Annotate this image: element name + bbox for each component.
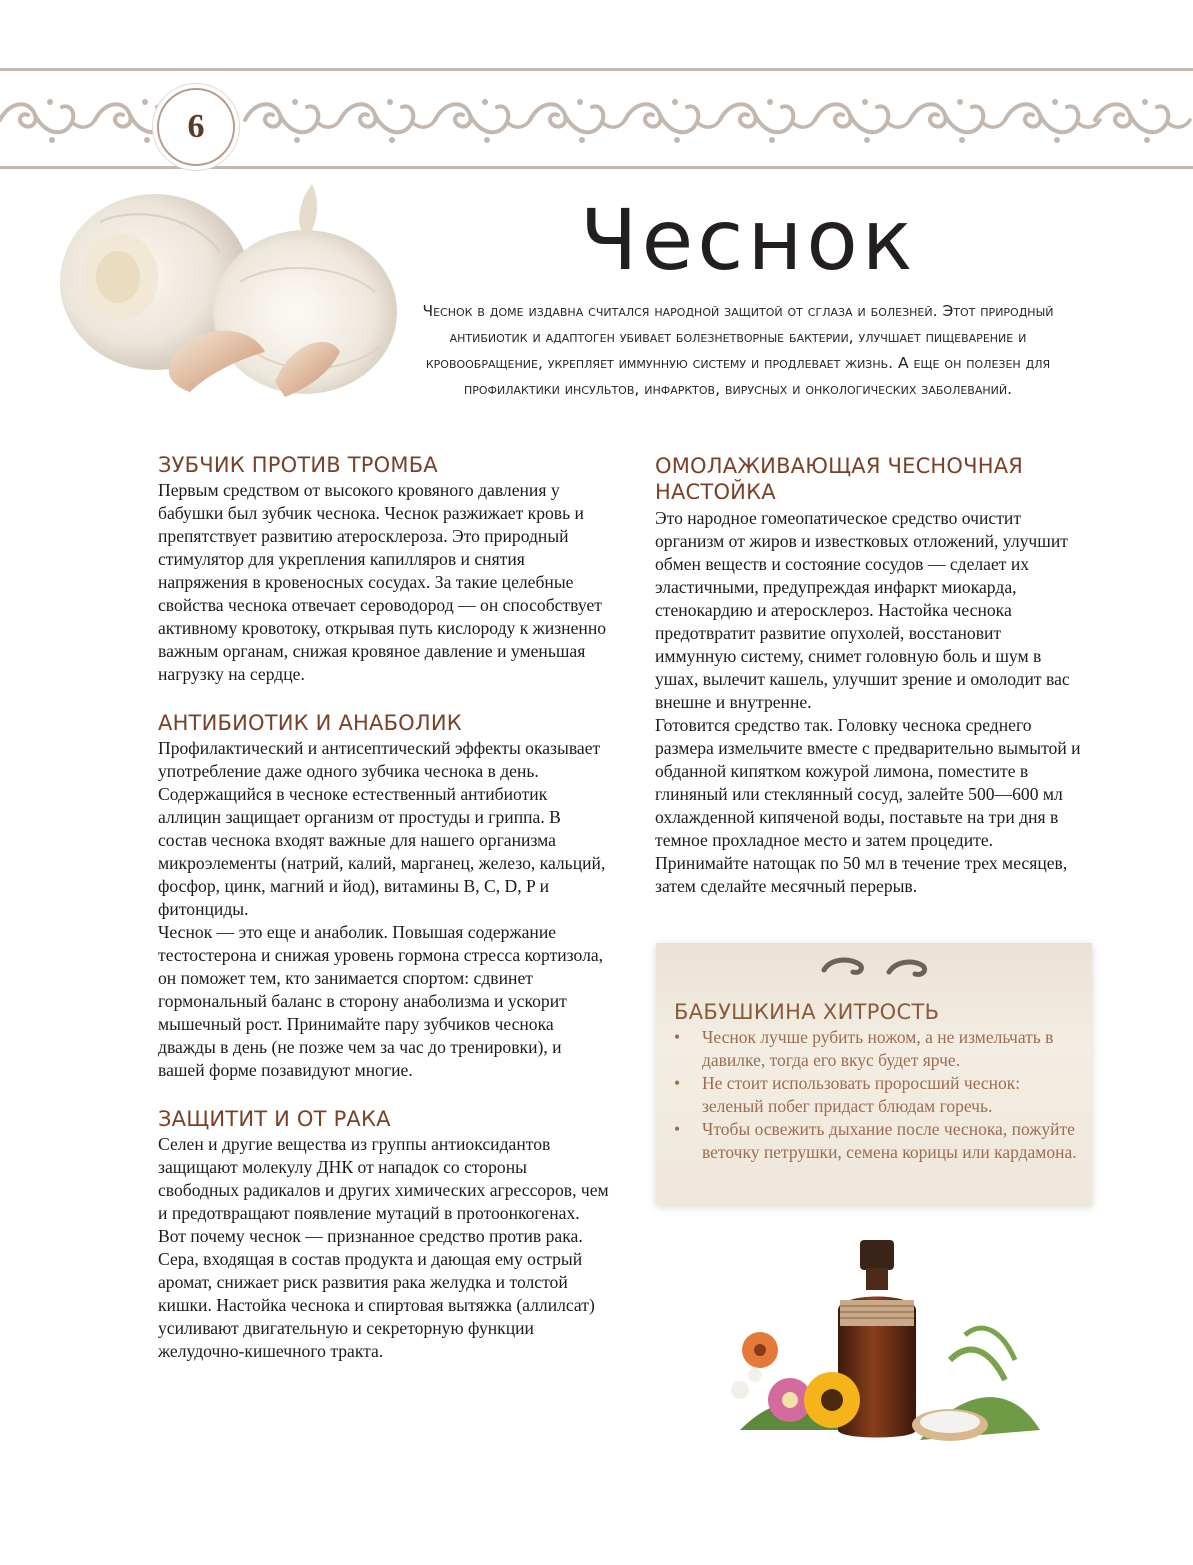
section-heading: ЗУБЧИК ПРОТИВ ТРОМБА bbox=[158, 453, 438, 477]
section-tincture bbox=[655, 453, 1085, 898]
section-cancer bbox=[158, 1107, 610, 1363]
section-heading-line2: НАСТОЙКА bbox=[655, 480, 776, 504]
tip-heading: БАБУШКИНА ХИТРОСТЬ bbox=[674, 1000, 940, 1024]
tip-item bbox=[674, 1072, 1079, 1118]
herbs-bottle-image bbox=[720, 1240, 1050, 1460]
header-rule-bottom bbox=[0, 166, 1193, 169]
tip-item-text: Не стоит использовать проросший чеснок: зеленый побег придаст блюдам горечь. bbox=[702, 1073, 1021, 1116]
tip-list bbox=[674, 1026, 1079, 1164]
bullet-icon: • bbox=[674, 1119, 681, 1139]
section-body-continued: Готовится средство так. Головку чеснока среднего размера измельчите вместе с предварительно вымытой и обданной кипятком кожурой лимона, поместите в глиняный или стеклянный сосуд, залейте 500—600 мл охлажденной кипяченой воды, поставьте на три дня в темное прохладное место и затем процедите. Принимайте натощак по 50 мл в течение трех месяцев, затем сделайте месячный перерыв. bbox=[655, 715, 1081, 896]
section-thrombus bbox=[158, 453, 610, 686]
header-rule-top bbox=[0, 68, 1193, 71]
paper-clip-icon bbox=[819, 952, 929, 982]
section-heading-line1: ОМОЛАЖИВАЮЩАЯ ЧЕСНОЧНАЯ bbox=[655, 454, 1024, 478]
tip-item-text: Чтобы освежить дыхание после чеснока, пожуйте веточку петрушки, семена корицы или кардамона. bbox=[702, 1119, 1077, 1162]
tip-item bbox=[674, 1026, 1079, 1072]
bullet-icon: • bbox=[674, 1027, 681, 1047]
left-column bbox=[158, 453, 610, 1388]
grandma-tip-card bbox=[656, 943, 1092, 1205]
section-body: Это народное гомеопатическое средство очистит организм от жиров и известковых отложений, улучшит обмен веществ и состояние сосудов — сделает их эластичными, предупреждая инфаркт миокарда, стенокардию и атеросклероз. Настойка чеснока предотвратит развитие опухолей, восстановит иммунную систему, снимет головную боль и шум в ушах, вылечит кашель, улучшит зрение и омолодит вас внешне и внутренне. bbox=[655, 508, 1070, 712]
section-body: Селен и другие вещества из группы антиоксидантов защищают молекулу ДНК от нападок со стороны свободных радикалов и других химических агрессоров, чем и предотвращают появление мутаций в протоонкогенах. Вот почему чеснок — признанное средство против рака. Сера, входящая в состав продукта и дающая ему острый аромат, снижает риск развития рака желудка и толстой кишки. Настойка чеснока и спиртовая вытяжка (аллилсат) усиливают двигательную и секреторную функции желудочно-кишечного тракта. bbox=[158, 1134, 609, 1361]
page-title: Чеснок bbox=[580, 191, 917, 289]
bullet-icon: • bbox=[674, 1073, 681, 1093]
right-column bbox=[655, 453, 1085, 923]
page-number-badge bbox=[157, 88, 235, 166]
intro-paragraph: Чеснок в доме издавна считался народной защитой от сглаза и болезней. Этот природный антибиотик и адаптоген убивает болезнетворные бактерии, улучшает пищеварение и кровообращение, укрепляет иммунную систему и продлевает жизнь. А еще он полезен для профилактики инсультов, инфарктов, вирусных и онкологических заболеваний. bbox=[422, 302, 1054, 398]
page-number: 6 bbox=[187, 108, 205, 145]
section-antibiotic bbox=[158, 711, 610, 1082]
section-body-continued: Чеснок — это еще и анаболик. Повышая содержание тестостерона и снижая уровень гормона стресса кортизола, он поможет тем, кто занимается спортом: сдвинет гормональный баланс в сторону анаболизма и ускорит мышечный рост. Принимайте пару зубчиков чеснока дважды в день (не позже чем за час до тренировки), и вашей форме позавидуют многие. bbox=[158, 922, 604, 1080]
section-heading: АНТИБИОТИК И АНАБОЛИК bbox=[158, 711, 462, 735]
garlic-image bbox=[40, 182, 420, 432]
section-heading: ЗАЩИТИТ И ОТ РАКА bbox=[158, 1107, 391, 1131]
tip-item bbox=[674, 1118, 1079, 1164]
tip-item-text: Чеснок лучше рубить ножом, а не измельчать в давилке, тогда его вкус будет ярче. bbox=[702, 1027, 1054, 1070]
section-body: Профилактический и антисептический эффекты оказывает употребление даже одного зубчика чеснока в день. Содержащийся в чесноке естественный антибиотик аллицин защищает организм от простуды и гриппа. В состав чеснока входят важные для нашего организма микроэлементы (натрий, калий, марганец, железо, кальций, фосфор, цинк, магний и йод), витамины B, C, D, P и фитонциды. bbox=[158, 738, 606, 919]
section-heading bbox=[655, 453, 1085, 505]
section-body: Первым средством от высокого кровяного давления у бабушки был зубчик чеснока. Чеснок разжижает кровь и препятствует развитию атеросклероза. Это природный стимулятор для укрепления капилляров и снятия напряжения в кровеносных сосудах. За такие целебные свойства чеснока отвечает сероводород — он способствует активному кровотоку, открывая путь кислороду к жизненно важным органам, снижая кровяное давление и уменьшая нагрузку на сердце. bbox=[158, 480, 607, 684]
